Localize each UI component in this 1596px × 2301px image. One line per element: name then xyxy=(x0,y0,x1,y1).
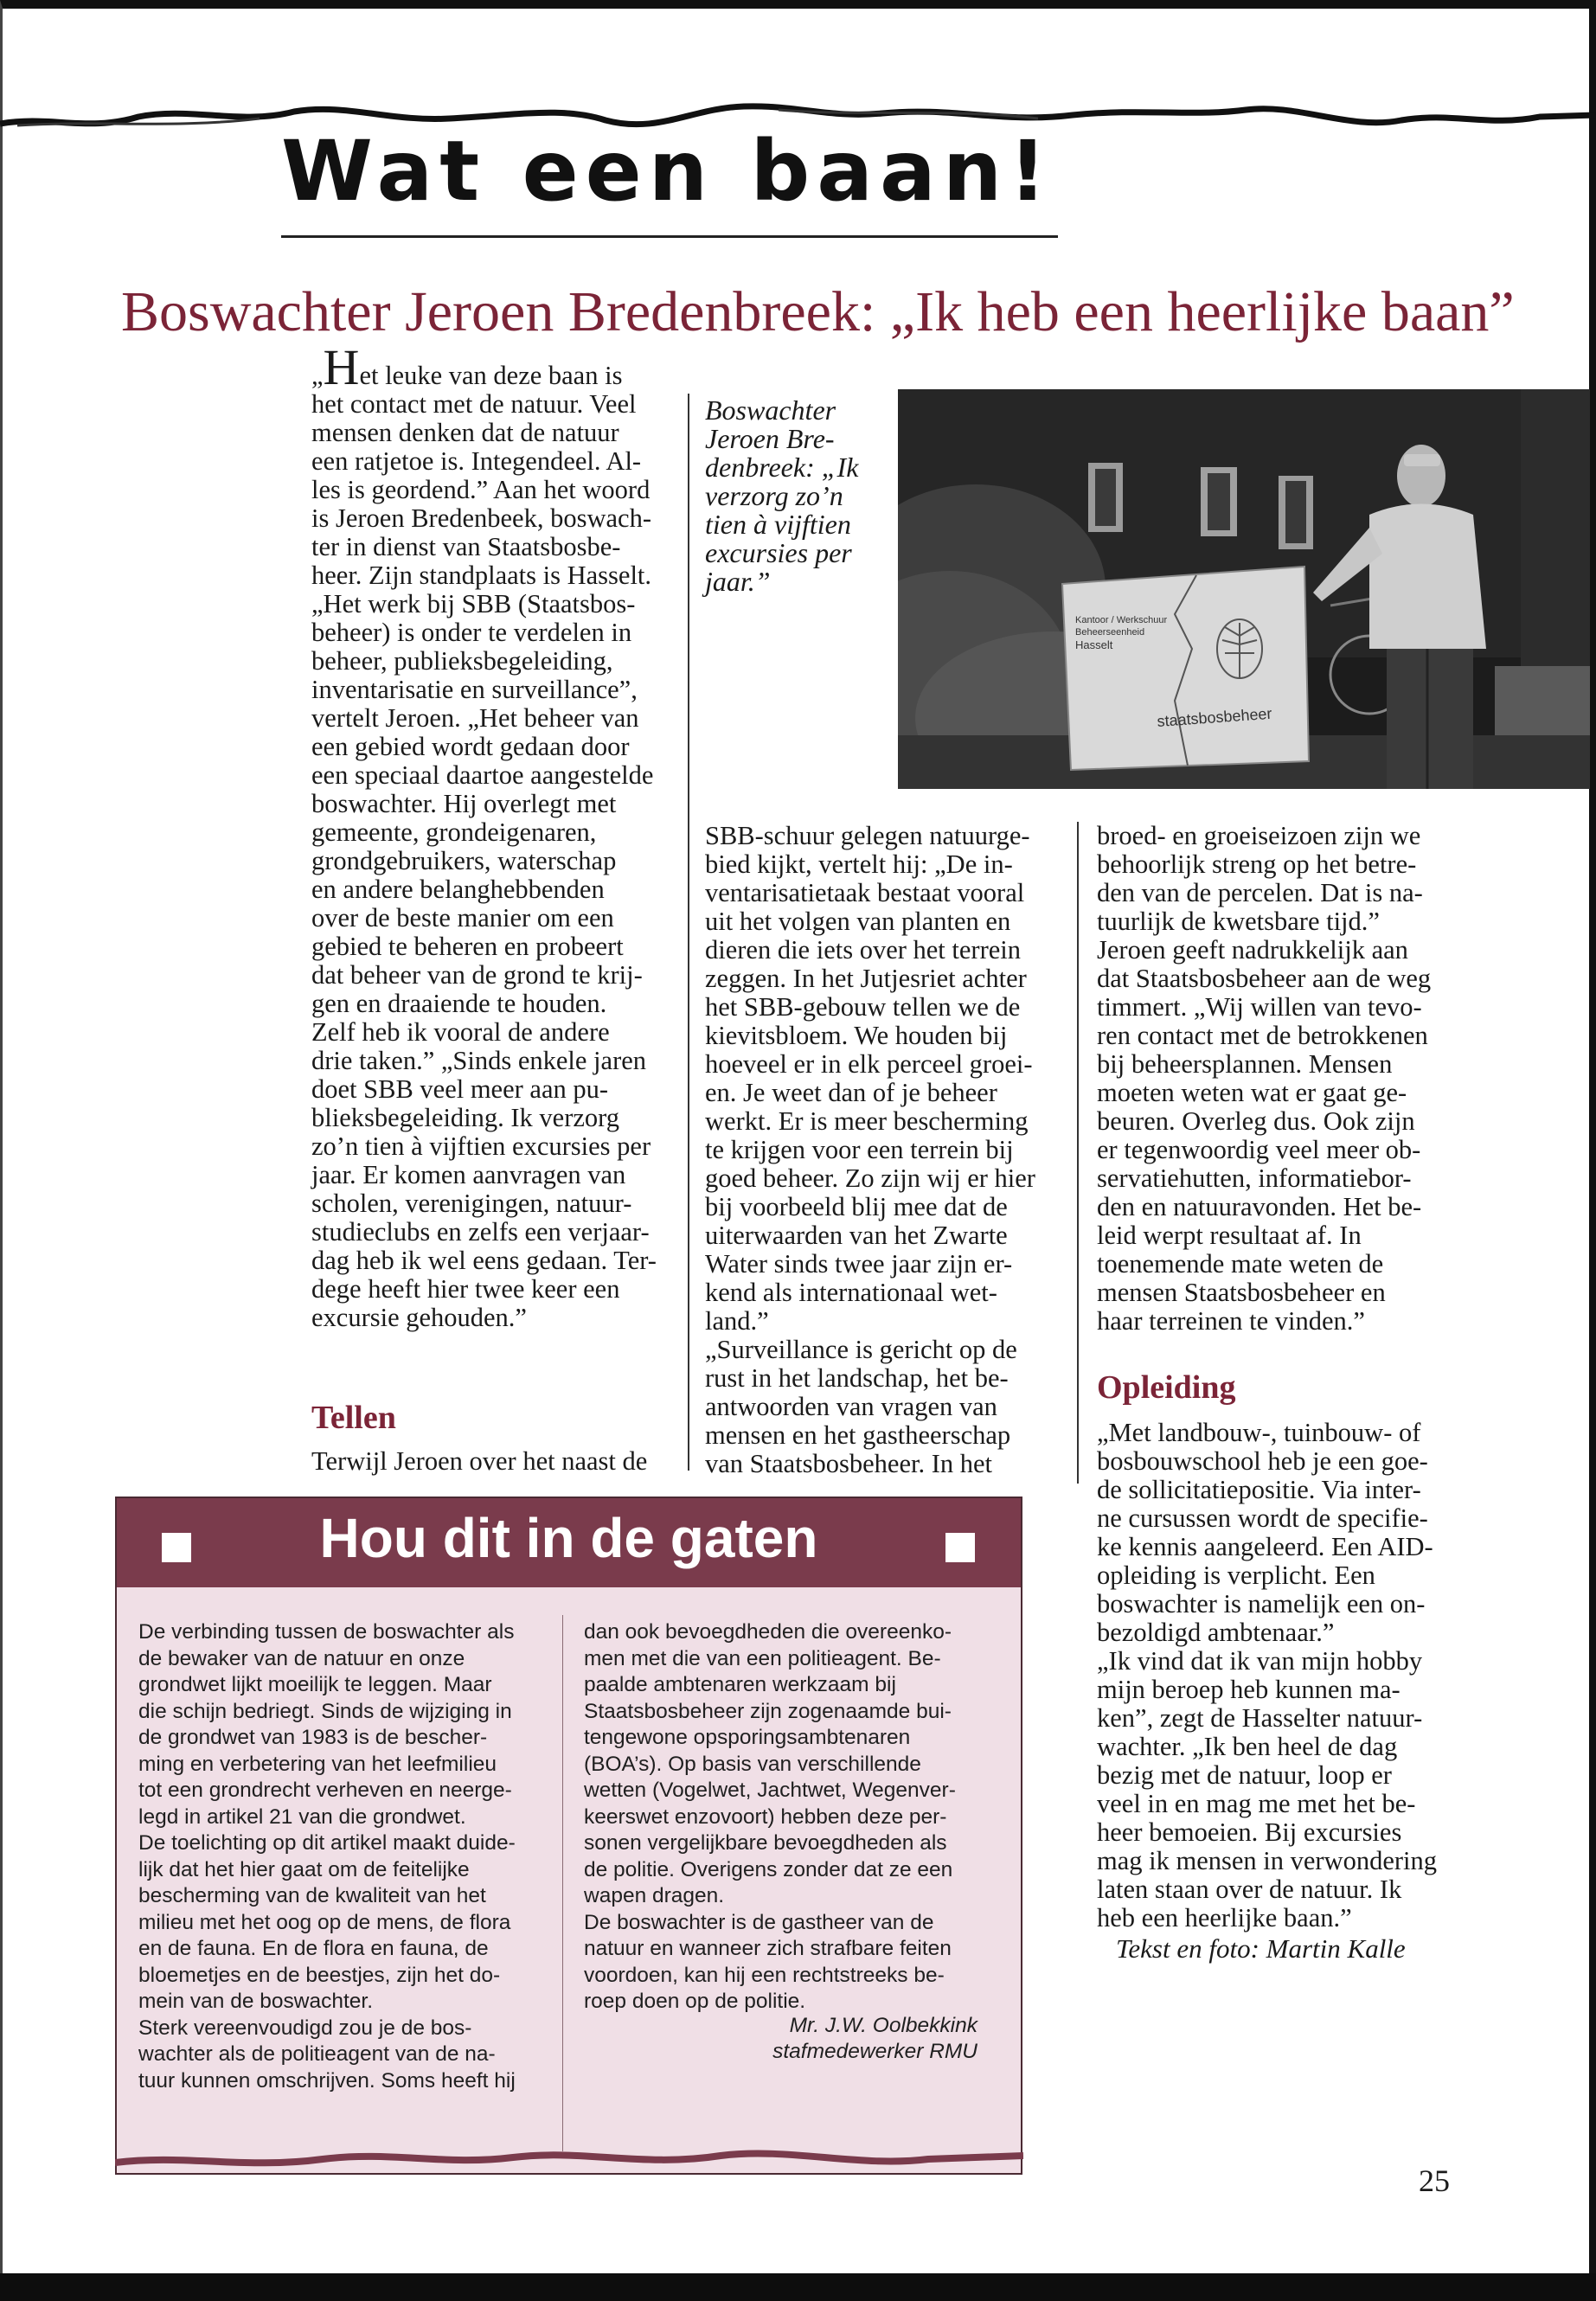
sidebar-header xyxy=(117,1498,1021,1587)
sidebar-signature-role: stafmedewerker RMU xyxy=(772,2040,977,2063)
photo-boswachter xyxy=(898,389,1590,789)
sidebar-signature-name: Mr. J.W. Oolbekkink xyxy=(789,2014,977,2037)
article-column-2: SBB-schuur gelegen natuurge- bied kijkt, vertelt hij: „De in- ventarisatietaak bestaat vooral uit het volgen van planten en dieren die iets over het terrein zeggen. In het Jutjesriet achter het SBB-gebouw tellen we de kievitsbloem. We houden bij hoeveel er in elk perceel groei- en. Je weet dan of je beheer werkt. Er is meer bescherming te krijgen voor een terrein bij goed beheer. Zo zijn wij er hier bij voorbeeld blij mee dat de uiterwaarden van het Zwarte Water sinds twee jaar zijn er- kend als internationaal wet- land.” „Surveillance is gericht op de rust in het landschap, het be- antwoorden van vragen van mensen en het gastheerschap van Staatsbosbeheer. In het xyxy=(705,821,1035,1478)
page-bottom-border xyxy=(0,2273,1596,2301)
article-headline: Boswachter Jeroen Bredenbreek: „Ik heb een heerlijke baan” xyxy=(121,280,1515,343)
masthead-title: Wat een baan! xyxy=(281,123,1054,220)
article-column-3: broed- en groeiseizoen zijn we behoorlijk streng op het betre- den van de percelen. Dat is na- tuurlijk de kwetsbare tijd.” Jeroen geeft nadrukkelijk aan dat Staatsbosbeheer aan de weg timmert. „Wij willen van tevo- ren contact met de betrokkenen bij beheersplannen. Mensen moeten weten wat er gaat ge- beuren. Overleg dus. Ook zijn er tegenwoordig veel meer ob- servatiehutten, informatiebor- den en natuuravonden. Het be- leid werpt resultaat af. In toenemende mate weten de mensen Staatsbosbeheer en haar terreinen te vinden.” xyxy=(1097,821,1432,1336)
sidebar-bottom-wave-decoration xyxy=(115,2144,1023,2178)
column-divider xyxy=(688,394,689,1471)
dropcap-letter: H xyxy=(323,339,360,395)
photo-scene xyxy=(898,389,1590,789)
sidebar-right-text: dan ook bevoegdheden die overeenko- men met die van een politieagent. Be- paalde ambtenaren werkzaam bij Staatsbosbeheer zijn zogenaamde bui- tengewone opsporingsambtenaren (BOA’s). Op basis van verschillende wetten (Vogelwet, Jachtwet, Wegenver- keerswet enzovoort) hebben deze per- sonen vergelijkbare bevoegdheden als de politie. Overigens zonder dat ze een wapen dragen. De boswachter is de gastheer van de natuur en wanneer zich strafbare feiten voordoen, kan hij een rechtstreeks be- roep doen op de politie. xyxy=(584,1620,956,2013)
sign-line-1: Kantoor / Werkschuur xyxy=(1075,615,1168,625)
sign-line-3: Hasselt xyxy=(1075,638,1113,651)
photo-caption: Boswachter Jeroen Bre- denbreek: „Ik verzorg zo’n tien à vijftien excursies per jaar.” xyxy=(705,394,859,597)
page-number: 25 xyxy=(1419,2163,1450,2198)
article-column-1 xyxy=(311,339,675,1332)
sidebar-left-text: De verbinding tussen de boswachter als de bewaker van de natuur en onze grondwet lijkt moeilijk te leggen. Maar die schijn bedriegt. Sinds de wijziging in de grondwet van 1983 is de bescher- ming en verbetering van het leefmilieu tot een grondrecht verheven en neerge- legd in artikel 21 van die grondwet. De toelichting op dit artikel maakt duide- lijk dat het hier gaat om de feitelijke bescherming van de kwaliteit van het milieu met het oog op de mens, de flora en de fauna. En de flora en fauna, de bloemetjes en de beestjes, zijn het do- mein van de boswachter. Sterk vereenvoudigd zou je de bos- wachter als de politieagent van de na- tuur kunnen omschrijven. Soms heeft hij xyxy=(138,1620,516,2093)
subheading-tellen: Tellen xyxy=(311,1400,396,1436)
masthead-rule xyxy=(281,235,1058,238)
sign-brand: staatsbosbeheer xyxy=(1156,704,1273,730)
article-column-3-continued: „Met landbouw-, tuinbouw- of bosbouwschool heb je een goe- de sollicitatiepositie. Via inter- ne cursussen wordt de specifie- ke kennis aangeleerd. Een AID- opleiding is verplicht. Een boswachter is namelijk een on- bezoldigd ambtenaar.” „Ik vind dat ik van mijn hobby mijn beroep heb kunnen ma- ken”, zegt de Hasselter natuur- wachter. „Ik ben heel de dag bezig met de natuur, loop er veel in en mag me met het be- heer bemoeien. Bij excursies mag ik mensen in verwondering laten staan over de natuur. Ik heb een heerlijke baan.” xyxy=(1097,1418,1438,1932)
sidebar-divider xyxy=(562,1615,563,2151)
sidebar-title: Hou dit in de gaten xyxy=(319,1507,818,1569)
sidebar-square-icon-right xyxy=(945,1533,975,1562)
sign-line-2: Beheerseenheid xyxy=(1075,627,1145,638)
dropcap-quote: „ xyxy=(311,361,324,390)
photo-credit: Tekst en foto: Martin Kalle xyxy=(1116,1933,1406,1964)
column-divider-2 xyxy=(1077,822,1079,1484)
sidebar-box xyxy=(115,1497,1022,2175)
subheading-opleiding: Opleiding xyxy=(1097,1369,1236,1406)
article-column-1-tail: Terwijl Jeroen over het naast de xyxy=(311,1446,648,1476)
article-column-1-text: et leuke van deze baan is het contact met de natuur. Veel mensen denken dat de natuur een ratjetoe is. Integendeel. Al- les is geordend.” Aan het woord is Jeroen Bredenbeek, boswach- ter in dienst van Staatsbosbe- heer. Zijn standplaats is Hasselt. „Het werk bij SBB (Staatsbos- beheer) is onder te verdelen in beheer, publieksbegeleiding, inventarisatie en surveillance”, vertelt Jeroen. „Het beheer van een gebied wordt gedaan door een speciaal daartoe aangestelde boswachter. Hij overlegt met gemeente, grondeigenaren, grondgebruikers, waterschap en andere belanghebbenden over de beste manier om een gebied te beheren en probeert dat beheer van de grond te krij- gen en draaiende te houden. Zelf heb ik vooral de andere drie taken.” „Sinds enkele jaren doet SBB veel meer aan pu- blieksbegeleiding. Ik verzorg zo’n tien à vijftien excursies per jaar. Er komen aanvragen van scholen, verenigingen, natuur- studieclubs en zelfs een verjaar- dag heb ik wel eens gedaan. Ter- dege heeft hier twee keer een excursie gehouden.” xyxy=(311,361,657,1332)
